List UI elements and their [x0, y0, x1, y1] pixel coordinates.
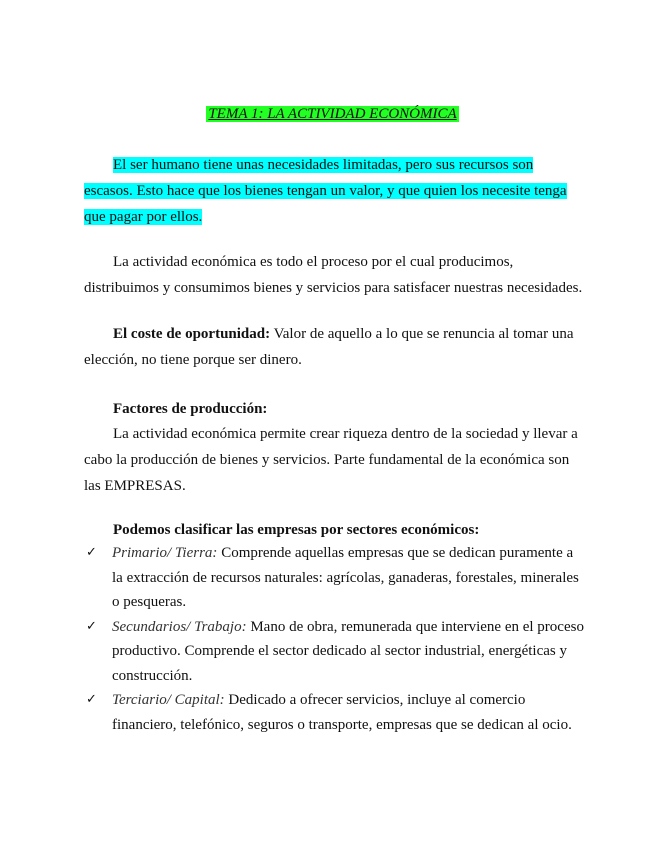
- sector-text: Comprende aquellas empresas que se dedican puramente a la extracción de recursos naturales: agrícolas, ganaderas, forestales, minerales o pesqueras.: [112, 545, 579, 610]
- activity-paragraph: [84, 249, 584, 301]
- intro-text: El ser humano tiene unas necesidades limitadas, pero sus recursos son escasos. Esto hace que los bienes tengan un valor, y que quien los necesite tenga que pagar por ellos.: [84, 157, 567, 225]
- checkmark-icon: ✓: [86, 545, 97, 560]
- activity-text: La actividad económica es todo el proceso por el cual producimos, distribuimos y consumimos bienes y servicios para satisfacer nuestras necesidades.: [84, 254, 583, 296]
- checkmark-icon: ✓: [86, 692, 97, 707]
- opportunity-cost-text: Valor de aquello a lo que se renuncia al tomar una elección, no tiene porque ser dinero.: [84, 326, 574, 368]
- sector-text: Mano de obra, remunerada que interviene en el proceso productivo. Comprende el sector dedicado al sector industrial, energéticas y construcción.: [112, 618, 584, 684]
- sector-term: Primario/ Tierra:: [112, 545, 218, 561]
- production-factors-text: La actividad económica permite crear riqueza dentro de la sociedad y llevar a cabo la producción de bienes y servicios. Parte fundamental de la económica son las EMPRESAS.: [84, 426, 578, 494]
- title-block: [0, 106, 665, 123]
- sectors-heading-line: [84, 517, 584, 543]
- checkmark-icon: ✓: [86, 618, 97, 634]
- production-factors-paragraph: [84, 421, 584, 499]
- sector-term: Terciario/ Capital:: [112, 692, 225, 708]
- document-title: TEMA 1: LA ACTIVIDAD ECONÓMICA: [208, 106, 457, 122]
- opportunity-cost-term: El coste de oportunidad:: [113, 326, 271, 342]
- list-item: [84, 541, 584, 615]
- sector-text: Dedicado a ofrecer servicios, incluye al comercio financiero, telefónico, seguros o transporte, empresas que se dedican al ocio.: [112, 692, 572, 733]
- intro-paragraph: [84, 152, 584, 230]
- sectors-heading: Podemos clasificar las empresas por sectores económicos:: [113, 522, 480, 538]
- list-item: [84, 615, 584, 689]
- production-factors-heading-line: [84, 396, 584, 422]
- opportunity-cost-paragraph: [84, 321, 584, 373]
- list-item: [84, 688, 584, 737]
- sectors-list: [84, 541, 584, 737]
- sector-term: Secundarios/ Trabajo:: [112, 618, 247, 635]
- production-factors-heading: Factores de producción:: [113, 401, 268, 417]
